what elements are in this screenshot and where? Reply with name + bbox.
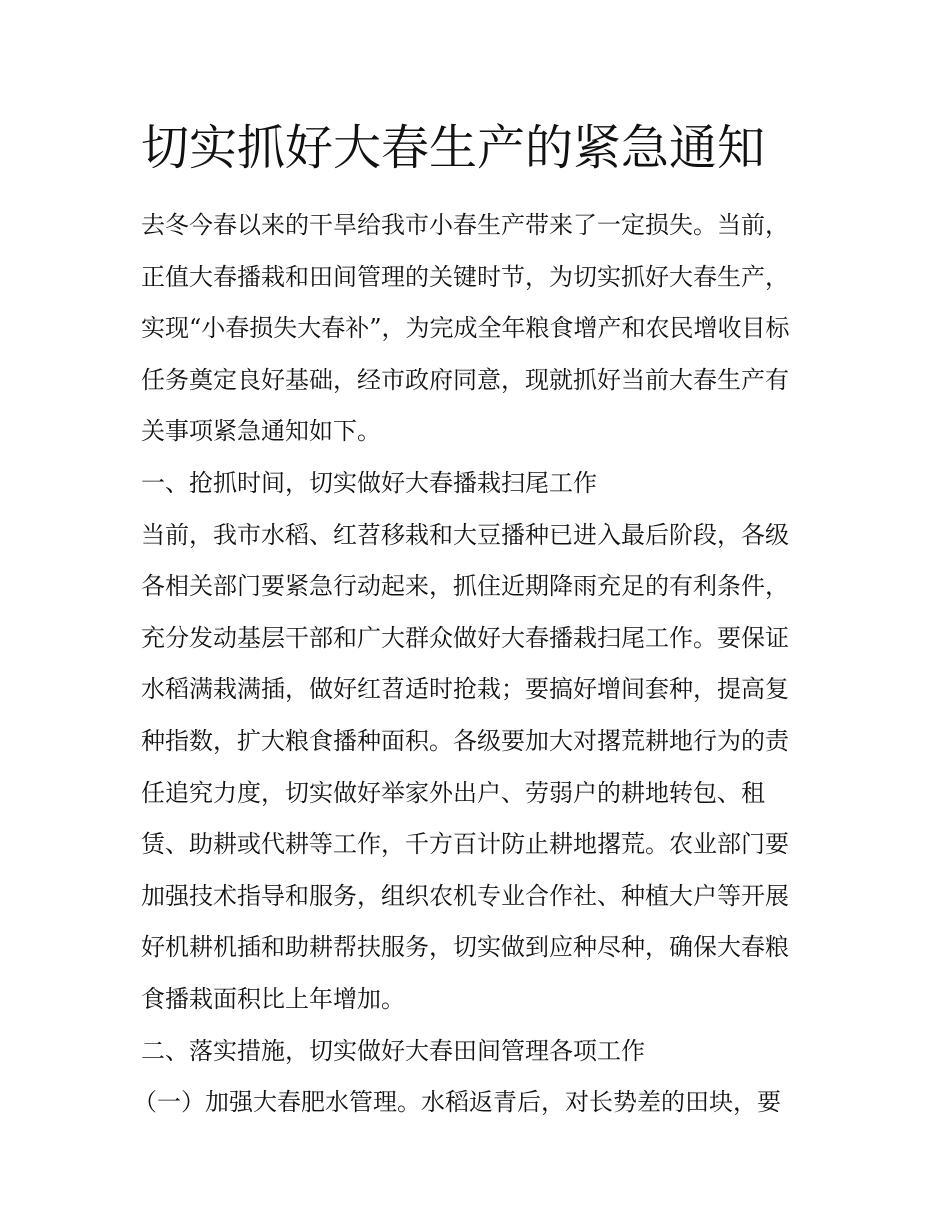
paragraph-line: 好机耕机插和助耕帮扶服务，切实做到应种尽种，确保大春粮 xyxy=(141,933,789,962)
paragraph-line: 种指数，扩大粮食播种面积。各级要加大对撂荒耕地行为的责 xyxy=(141,726,789,755)
paragraph-line: 加强技术指导和服务，组织农机专业合作社、种植大户等开展 xyxy=(141,881,789,910)
paragraph-line: 正值大春播栽和田间管理的关键时节，为切实抓好大春生产， xyxy=(141,262,789,291)
paragraph-line: 实现“小春损失大春补”，为完成全年粮食增产和农民增收目标 xyxy=(141,314,790,343)
section-heading-1: 一、抢抓时间，切实做好大春播栽扫尾工作 xyxy=(141,468,597,497)
paragraph-line: 赁、助耕或代耕等工作，千方百计防止耕地撂荒。农业部门要 xyxy=(141,830,789,859)
section-heading-2: 二、落实措施，切实做好大春田间管理各项工作 xyxy=(141,1036,645,1065)
paragraph-line: 任追究力度，切实做好举家外出户、劳弱户的耕地转包、租 xyxy=(141,778,765,807)
paragraph-line: 当前，我市水稻、红苕移栽和大豆播种已进入最后阶段，各级 xyxy=(141,520,789,549)
document-body xyxy=(133,200,813,1129)
paragraph-line: 各相关部门要紧急行动起来，抓住近期降雨充足的有利条件， xyxy=(141,572,789,601)
paragraph-line: 去冬今春以来的干旱给我市小春生产带来了一定损失。当前， xyxy=(141,211,789,239)
paragraph-line: 任务奠定良好基础，经市政府同意，现就抓好当前大春生产有 xyxy=(141,365,789,394)
document-title: 切实抓好大春生产的紧急通知 xyxy=(141,120,766,176)
paragraph-line: 充分发动基层干部和广大群众做好大春播栽扫尾工作。要保证 xyxy=(141,623,789,652)
paragraph-line: （一）加强大春肥水管理。水稻返青后，对长势差的田块，要 xyxy=(133,1088,781,1117)
paragraph-line: 关事项紧急通知如下。 xyxy=(141,417,381,446)
paragraph-line: 水稻满栽满插，做好红苕适时抢栽；要搞好增间套种，提高复 xyxy=(141,675,789,704)
paragraph-line: 食播栽面积比上年增加。 xyxy=(141,984,405,1013)
